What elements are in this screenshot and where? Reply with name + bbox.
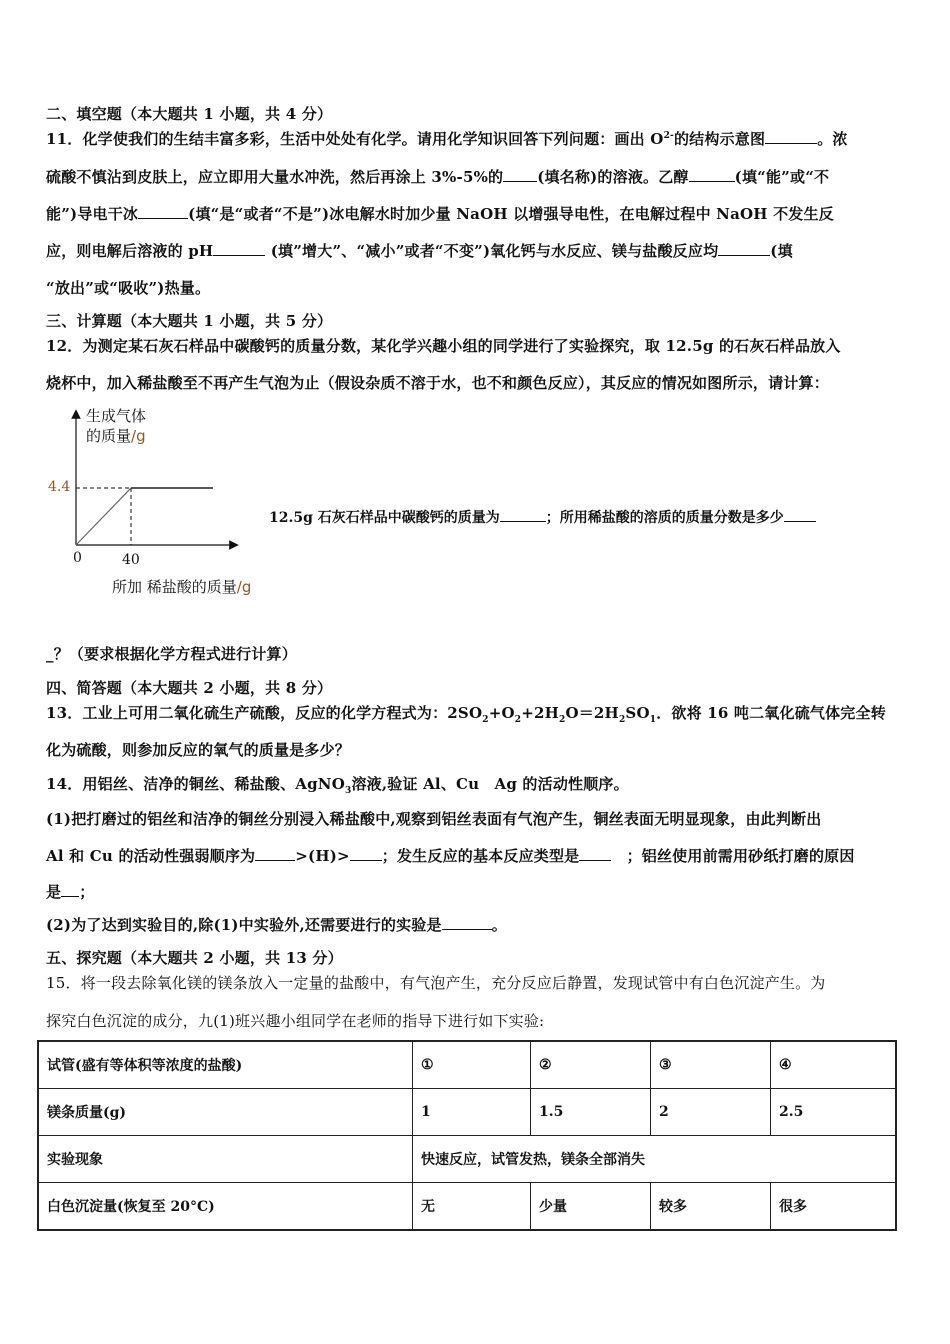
q13-text: +2H: [521, 704, 559, 722]
experiment-table: [37, 1040, 897, 1231]
section-4-heading: 四、简答题（本大题共 2 小题，共 8 分）: [46, 679, 333, 697]
x-label-unit: /g: [236, 578, 252, 596]
q14-text: 溶液,验证 Al、Cu Ag 的活动性顺序。: [351, 775, 629, 793]
q11-line-5: “放出”或“吸收”)热量。: [46, 279, 211, 297]
q14-text: (2)为了达到实验目的,除(1)中实验外,还需要进行的实验是: [46, 916, 442, 934]
x-axis-label: [112, 576, 251, 597]
answer-blank[interactable]: [350, 846, 382, 861]
subscript: 2: [482, 715, 489, 725]
q11-text: 11．化学使我们的生结丰富多彩，生活中处处有化学。请用化学知识回答下列问题：画出 O: [46, 130, 664, 148]
subscript: 2: [558, 715, 566, 725]
q11-text: (填名称)的溶液。乙醇: [537, 168, 689, 186]
table-cell: 2: [651, 1089, 771, 1136]
superscript: 2-: [663, 131, 674, 141]
q12-line-2: 烧杯中，加入稀盐酸至不再产生气泡为止（假设杂质不溶于水，也不和颜色反应），其反应的情况如图所示，请计算：: [46, 374, 829, 392]
q11-text: (填“能”或“不: [734, 168, 830, 186]
q14-text: 。: [491, 916, 507, 934]
answer-blank[interactable]: [255, 846, 295, 861]
subscript: 3: [344, 786, 352, 796]
table-cell: 2.5: [771, 1089, 897, 1136]
q11-line-2: [46, 166, 908, 187]
q14-text: >(H)>: [295, 847, 350, 865]
section-5-heading: 五、探究题（本大题共 2 小题，共 13 分）: [46, 949, 343, 967]
table-cell: ④: [771, 1041, 897, 1089]
answer-blank[interactable]: [213, 241, 265, 256]
subscript: 1: [649, 715, 657, 725]
row-label: 镁条质量(g): [38, 1089, 413, 1136]
answer-blank[interactable]: [61, 882, 79, 897]
table-cell: 很多: [771, 1183, 897, 1231]
table-cell: 1.5: [531, 1089, 651, 1136]
answer-blank[interactable]: [784, 507, 816, 522]
subscript: 2: [618, 715, 626, 725]
q11-text: (填“是“或者“不是”)冰电解水时加少量 NaOH 以增强导电性，在电解过程中 NaOH 不发生反: [188, 205, 834, 223]
q14-line-2: (1)把打磨过的铝丝和洁净的铜丝分别浸入稀盐酸中,观察到铝丝表面有气泡产生，铜丝表面无明显现象，由此判断出: [46, 810, 822, 828]
table-cell: 较多: [651, 1183, 771, 1231]
q13-text: +O: [488, 704, 515, 722]
table-cell: 无: [413, 1183, 531, 1231]
q13-text: SO: [625, 704, 650, 722]
table-cell: ①: [413, 1041, 531, 1089]
table-row: [38, 1183, 896, 1231]
q14-line-3: [46, 845, 908, 866]
answer-blank[interactable]: [689, 167, 735, 182]
section-2-heading: 二、填空题（本大题共 1 小题，共 4 分）: [46, 105, 333, 123]
q11-line-1: [46, 128, 908, 149]
row-label: 试管(盛有等体积等浓度的盐酸): [38, 1041, 413, 1089]
subscript: 2: [514, 715, 522, 725]
q11-line-4: [46, 240, 908, 261]
q15-line-1: 15．将一段去除氧化镁的镁条放入一定量的盐酸中，有气泡产生，充分反应后静置，发现试管中有白色沉淀产生。为: [46, 974, 826, 992]
answer-blank[interactable]: [138, 204, 188, 219]
q11-text: 。浓: [817, 130, 848, 148]
q11-text: (填”增大”、“减小”或者“不变”)氧化钙与水反应、镁与盐酸反应均: [265, 242, 719, 260]
section-3-heading: 三、计算题（本大题共 1 小题，共 5 分）: [46, 312, 333, 330]
q13-text: O＝2H: [565, 704, 619, 722]
q14-line-5: [46, 914, 908, 935]
answer-blank[interactable]: [500, 507, 546, 522]
x-label-text: 所加 稀盐酸的质量: [112, 578, 237, 596]
answer-blank[interactable]: [442, 915, 492, 930]
table-cell: ②: [531, 1041, 651, 1089]
q11-text: 能”)导电干冰: [46, 205, 139, 223]
q12-answer-text: ；所用稀盐酸的溶质的质量分数是多少: [545, 510, 784, 526]
q14-text: ；: [79, 883, 95, 901]
x-tick-0: 0: [73, 550, 82, 566]
table-row: [38, 1136, 896, 1183]
q13-text: ．欲将 16 吨二氧化硫气体完全转: [656, 704, 886, 722]
table-cell: 1: [413, 1089, 531, 1136]
q15-line-2: 探究白色沉淀的成分，九(1)班兴趣小组同学在老师的指导下进行如下实验:: [46, 1012, 545, 1030]
q13-line-2: 化为硫酸，则参加反应的氧气的质量是多少？: [46, 741, 351, 759]
table-row: [38, 1041, 896, 1089]
q11-text: 硫酸不慎沾到皮肤上，应立即用大量水冲洗，然后再涂上 3%-5%的: [46, 168, 504, 186]
y-axis-label: [86, 406, 146, 446]
q13-line-1: [46, 702, 908, 725]
answer-blank[interactable]: [579, 846, 611, 861]
answer-blank[interactable]: [765, 129, 817, 144]
q14-text: ；发生反应的基本反应类型是: [381, 847, 580, 865]
y-label-line-1: 生成气体: [86, 407, 147, 425]
row-label: 实验现象: [38, 1136, 413, 1183]
table-cell: ③: [651, 1041, 771, 1089]
q14-line-4: [46, 881, 908, 902]
q14-text: Al 和 Cu 的活动性强弱顺序为: [46, 847, 256, 865]
merged-cell: 快速反应，试管发热，镁条全部消失: [413, 1136, 897, 1183]
row-label: 白色沉淀量(恢复至 20°C): [38, 1183, 413, 1231]
table-cell: 少量: [531, 1183, 651, 1231]
table-row: [38, 1089, 896, 1136]
q14-line-1: [46, 773, 908, 796]
answer-blank[interactable]: [718, 241, 770, 256]
x-tick-40: 40: [122, 552, 140, 568]
q11-text: 的结构示意图: [673, 130, 766, 148]
y-label-line-2: 的质量: [86, 427, 132, 445]
q12-requirement: _？（要求根据化学方程式进行计算）: [46, 645, 297, 663]
rise-line: [76, 488, 131, 545]
gas-mass-chart: [40, 400, 300, 610]
answer-blank[interactable]: [503, 167, 537, 182]
q11-line-3: [46, 203, 908, 224]
q14-text: 14．用铝丝、洁净的铜丝、稀盐酸、AgNO: [46, 775, 345, 793]
y-tick-label: 4.4: [48, 479, 71, 495]
q14-text: 是: [46, 883, 62, 901]
q13-text: 13．工业上可用二氧化硫生产硫酸，反应的化学方程式为：2SO: [46, 704, 483, 722]
q14-text: ；铝丝使用前需用砂纸打磨的原因: [611, 847, 855, 865]
q11-text: (填: [770, 242, 793, 260]
q11-text: 应，则电解后溶液的 pH: [46, 242, 214, 260]
y-label-unit: /g: [131, 427, 146, 445]
q12-answer-text: 12.5g 石灰石样品中碳酸钙的质量为: [269, 510, 500, 526]
q12-line-1: 12．为测定某石灰石样品中碳酸钙的质量分数，某化学兴趣小组的同学进行了实验探究，取 12.5g 的石灰石样品放入: [46, 337, 841, 355]
q12-answer-line: [269, 507, 816, 527]
